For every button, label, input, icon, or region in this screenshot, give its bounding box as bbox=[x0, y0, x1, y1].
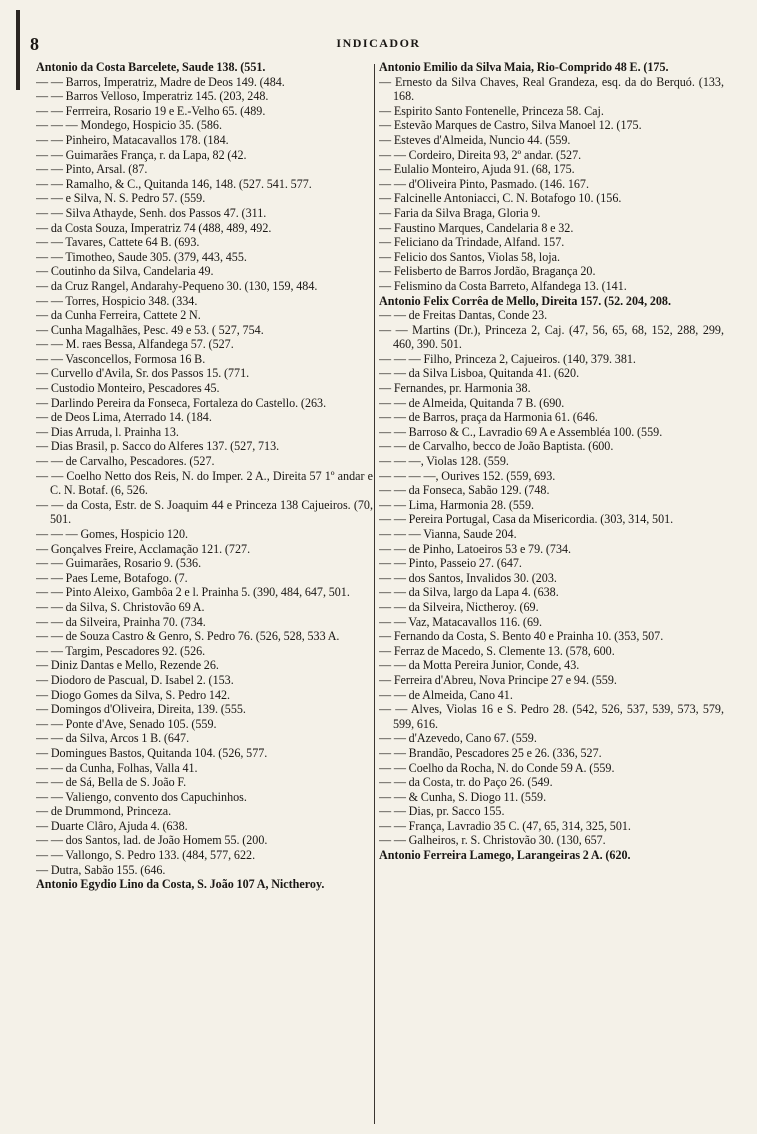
directory-entry: — — da Silva, Arcos 1 B. (647. bbox=[36, 731, 190, 746]
directory-entry: Antonio Felix Corrêa de Mello, Direita 157. (52. 204, 208. bbox=[379, 293, 671, 308]
directory-entry: — — Ramalho, & C., Quitanda 146, 148. (527. 541. 577. bbox=[36, 176, 312, 191]
directory-entry: — — Vasconcellos, Formosa 16 B. bbox=[36, 351, 206, 366]
directory-entry: — — de Carvalho, Pescadores. (527. bbox=[36, 454, 215, 469]
directory-entry: — Domingos d'Oliveira, Direita, 139. (555. bbox=[36, 702, 246, 717]
directory-entry: — — de Sá, Bella de S. João F. bbox=[36, 775, 187, 790]
directory-entry: — da Cruz Rangel, Andarahy-Pequeno 30. (130, 159, 484. bbox=[36, 278, 318, 293]
directory-entry: — — da Costa, Estr. de S. Joaquim 44 e Princeza 138 Cajueiros. (70, 501. bbox=[36, 497, 373, 527]
directory-entry: — Dias Brasil, p. Sacco do Alferes 137. (527, 713. bbox=[36, 439, 280, 454]
directory-entry: — — da Fonseca, Sabão 129. (748. bbox=[379, 483, 550, 498]
directory-entry: Antonio da Costa Barcelete, Saude 138. (551. bbox=[36, 60, 266, 74]
directory-entry: — Fernando da Costa, S. Bento 40 e Prainha 10. (353, 507. bbox=[379, 629, 664, 644]
running-head: INDICADOR bbox=[336, 36, 421, 50]
directory-entry: — — da Costa, tr. do Paço 26. (549. bbox=[379, 775, 553, 790]
directory-entry: — da Cunha Ferreira, Cattete 2 N. bbox=[36, 308, 201, 323]
directory-entry: — Espirito Santo Fontenelle, Princeza 58. Caj. bbox=[379, 103, 604, 118]
directory-entry: — de Deos Lima, Aterrado 14. (184. bbox=[36, 410, 212, 425]
directory-entry: — Felicio dos Santos, Violas 58, loja. bbox=[379, 249, 561, 264]
directory-entry: — — — Gomes, Hospicio 120. bbox=[36, 527, 189, 541]
directory-entry: — — da Motta Pereira Junior, Conde, 43. bbox=[379, 658, 580, 673]
directory-entry: — — d'Oliveira Pinto, Pasmado. (146. 167. bbox=[379, 176, 589, 191]
directory-entry: — Curvello d'Avila, Sr. dos Passos 15. (771. bbox=[36, 366, 250, 381]
directory-entry: — — Guimarães França, r. da Lapa, 82 (42. bbox=[36, 147, 247, 162]
directory-entry: — — da Silva, largo da Lapa 4. (638. bbox=[379, 585, 559, 600]
directory-entry: — — & Cunha, S. Diogo 11. (559. bbox=[379, 789, 547, 804]
directory-entry: — — Targim, Pescadores 92. (526. bbox=[36, 643, 206, 658]
directory-entry: — — Valiengo, convento dos Capuchinhos. bbox=[36, 789, 247, 804]
directory-entry: — — Galheiros, r. S. Christovão 30. (130, 657. bbox=[379, 833, 606, 848]
directory-entry: — — de Almeida, Cano 41. bbox=[379, 687, 513, 702]
directory-entry: Antonio Egydio Lino da Costa, S. João 107 A, Nictheroy. bbox=[36, 877, 325, 892]
directory-entry: — — M. raes Bessa, Alfandega 57. (527. bbox=[36, 337, 234, 352]
directory-entry: — Dias Arruda, l. Prainha 13. bbox=[36, 424, 179, 439]
directory-entry: — — — Filho, Princeza 2, Cajueiros. (140, 379. 381. bbox=[379, 351, 636, 366]
directory-entry: — — de Carvalho, becco de João Baptista. (600. bbox=[379, 439, 614, 454]
directory-entry: — — Lima, Harmonia 28. (559. bbox=[379, 497, 535, 512]
directory-entry: — Diogo Gomes da Silva, S. Pedro 142. bbox=[36, 687, 231, 702]
directory-entry: — — de Freitas Dantas, Conde 23. bbox=[379, 308, 548, 323]
directory-entry: — — Ponte d'Ave, Senado 105. (559. bbox=[36, 716, 217, 731]
directory-entry: — da Costa Souza, Imperatriz 74 (488, 489, 492. bbox=[36, 220, 272, 235]
directory-entry: — Coutinho da Silva, Candelaria 49. bbox=[36, 264, 214, 279]
directory-entry: — — Barros Velloso, Imperatriz 145. (203, 248. bbox=[36, 89, 269, 104]
directory-entry: — — Dias, pr. Sacco 155. bbox=[379, 804, 505, 819]
directory-entry: — Diodoro de Pascual, D. Isabel 2. (153. bbox=[36, 672, 234, 687]
directory-entry: — — d'Azevedo, Cano 67. (559. bbox=[379, 731, 537, 746]
directory-entry: — Custodio Monteiro, Pescadores 45. bbox=[36, 381, 220, 396]
directory-entry: — — Guimarães, Rosario 9. (536. bbox=[36, 556, 202, 571]
directory-entry: — — Coelho da Rocha, N. do Conde 59 A. (559. bbox=[379, 760, 615, 775]
directory-entry: — — de Souza Castro & Genro, S. Pedro 76. (526, 528, 533 A. bbox=[36, 629, 340, 644]
directory-entry: — — da Silveira, Nictheroy. (69. bbox=[379, 599, 539, 614]
directory-entry: — — Barroso & C., Lavradio 69 A e Assembléa 100. (559. bbox=[379, 424, 663, 439]
directory-entry: — — França, Lavradio 35 C. (47, 65, 314, 325, 501. bbox=[379, 818, 631, 833]
directory-entry: — — Pinheiro, Matacavallos 178. (184. bbox=[36, 132, 229, 147]
directory-entry: — Fernandes, pr. Harmonia 38. bbox=[379, 381, 531, 396]
directory-entry: — Gonçalves Freire, Acclamação 121. (727. bbox=[36, 541, 251, 556]
directory-entry: — — Torres, Hospicio 348. (334. bbox=[36, 293, 198, 308]
directory-entry: — — — —, Ourives 152. (559, 693. bbox=[379, 468, 556, 483]
column-divider bbox=[374, 64, 375, 1124]
directory-entry: — — Tavares, Cattete 64 B. (693. bbox=[36, 235, 200, 250]
directory-entry: — — Martins (Dr.), Princeza 2, Caj. (47, 56, 65, 68, 152, 288, 299, 460, 390. 501. bbox=[379, 322, 724, 352]
directory-entry: — Dutra, Sabão 155. (646. bbox=[36, 862, 166, 877]
directory-entry: — — Pinto, Passeio 27. (647. bbox=[379, 556, 522, 571]
directory-entry: — — Vallongo, S. Pedro 133. (484, 577, 622. bbox=[36, 848, 256, 863]
directory-entry: — — Timotheo, Saude 305. (379, 443, 455. bbox=[36, 249, 247, 264]
left-column bbox=[36, 60, 373, 1126]
directory-entry: — Felisberto de Barros Jordão, Bragança 20. bbox=[379, 264, 596, 279]
directory-entry: — — Alves, Violas 16 e S. Pedro 28. (542, 526, 537, 539, 573, 579, 599, 616. bbox=[379, 702, 724, 731]
directory-entry: — — Pereira Portugal, Casa da Misericordia. (303, 314, 501. bbox=[379, 512, 674, 527]
directory-entry: — — Coelho Netto dos Reis, N. do Imper. 2 A., Direita 57 1º andar e C. N. Botaf. (6, 526. bbox=[36, 468, 373, 498]
directory-entry: — Cunha Magalhães, Pesc. 49 e 53. ( 527, 754. bbox=[36, 322, 264, 337]
directory-entry: — Ferraz de Macedo, S. Clemente 13. (578, 600. bbox=[379, 643, 615, 658]
directory-entry: — — de Almeida, Quitanda 7 B. (690. bbox=[379, 395, 565, 410]
directory-entry: — Duarte Clâro, Ajuda 4. (638. bbox=[36, 818, 188, 833]
directory-entry: Antonio Ferreira Lamego, Larangeiras 2 A. (620. bbox=[379, 848, 631, 863]
directory-entry: Antonio Emilio da Silva Maia, Rio-Comprido 48 E. (175. bbox=[379, 60, 669, 74]
directory-entry: — Darlindo Pereira da Fonseca, Fortaleza do Castello. (263. bbox=[36, 395, 327, 410]
directory-entry: — — da Silva, S. Christovão 69 A. bbox=[36, 599, 205, 614]
directory-entry: — — Vaz, Matacavallos 116. (69. bbox=[379, 614, 543, 629]
directory-entry: — Estevão Marques de Castro, Silva Manoel 12. (175. bbox=[379, 118, 642, 133]
directory-entry: — Faustino Marques, Candelaria 8 e 32. bbox=[379, 220, 574, 235]
directory-entry: — de Drummond, Princeza. bbox=[36, 804, 172, 819]
directory-entry: — Falcinelle Antoniacci, C. N. Botafogo 10. (156. bbox=[379, 191, 622, 206]
directory-entry: — Esteves d'Almeida, Nuncio 44. (559. bbox=[379, 132, 571, 147]
directory-entry: — — Paes Leme, Botafogo. (7. bbox=[36, 570, 188, 585]
directory-entry: — Ernesto da Silva Chaves, Real Grandeza, esq. da do Berquó. (133, 168. bbox=[379, 74, 724, 104]
directory-entry: — — — Vianna, Saude 204. bbox=[379, 527, 517, 541]
directory-entry: — — da Cunha, Folhas, Valla 41. bbox=[36, 760, 198, 775]
directory-entry: — — Silva Athayde, Senh. dos Passos 47. (311. bbox=[36, 205, 267, 220]
right-column bbox=[379, 60, 724, 1126]
directory-entry: — — e Silva, N. S. Pedro 57. (559. bbox=[36, 191, 206, 206]
directory-entry: — — da Silveira, Prainha 70. (734. bbox=[36, 614, 206, 629]
directory-entry: — — Brandão, Pescadores 25 e 26. (336, 527. bbox=[379, 745, 602, 760]
directory-entry: — Diniz Dantas e Mello, Rezende 26. bbox=[36, 658, 219, 673]
directory-entry: — Felismino da Costa Barreto, Alfandega 13. (141. bbox=[379, 278, 627, 293]
directory-entry: — Domingues Bastos, Quitanda 104. (526, 577. bbox=[36, 745, 268, 760]
directory-entry: — — da Silva Lisboa, Quitanda 41. (620. bbox=[379, 366, 580, 381]
directory-entry: — Feliciano da Trindade, Alfand. 157. bbox=[379, 235, 565, 250]
directory-entry: — — Barros, Imperatriz, Madre de Deos 149. (484. bbox=[36, 74, 285, 89]
directory-entry: — Eulalio Monteiro, Ajuda 91. (68, 175. bbox=[379, 162, 575, 177]
directory-entry: — — dos Santos, lad. de João Homem 55. (200. bbox=[36, 833, 268, 848]
directory-entry: — — de Barros, praça da Harmonia 61. (646. bbox=[379, 410, 598, 425]
directory-entry: — — Ferrreira, Rosario 19 e E.-Velho 65. (489. bbox=[36, 103, 266, 118]
directory-entry: — — —, Violas 128. (559. bbox=[379, 454, 509, 469]
directory-entry: — — dos Santos, Invalidos 30. (203. bbox=[379, 570, 557, 585]
directory-entry: — Ferreira d'Abreu, Nova Principe 27 e 94. (559. bbox=[379, 672, 617, 687]
directory-entry: — — Cordeiro, Direita 93, 2º andar. (527. bbox=[379, 147, 582, 162]
directory-entry: — — — Mondego, Hospicio 35. (586. bbox=[36, 118, 222, 133]
directory-entry: — Faria da Silva Braga, Gloria 9. bbox=[379, 205, 541, 220]
directory-entry: — — de Pinho, Latoeiros 53 e 79. (734. bbox=[379, 541, 572, 556]
page-number: 8 bbox=[30, 34, 40, 54]
directory-entry: — — Pinto Aleixo, Gambôa 2 e l. Prainha 5. (390, 484, 647, 501. bbox=[36, 585, 350, 600]
directory-entry: — — Pinto, Arsal. (87. bbox=[36, 162, 148, 177]
